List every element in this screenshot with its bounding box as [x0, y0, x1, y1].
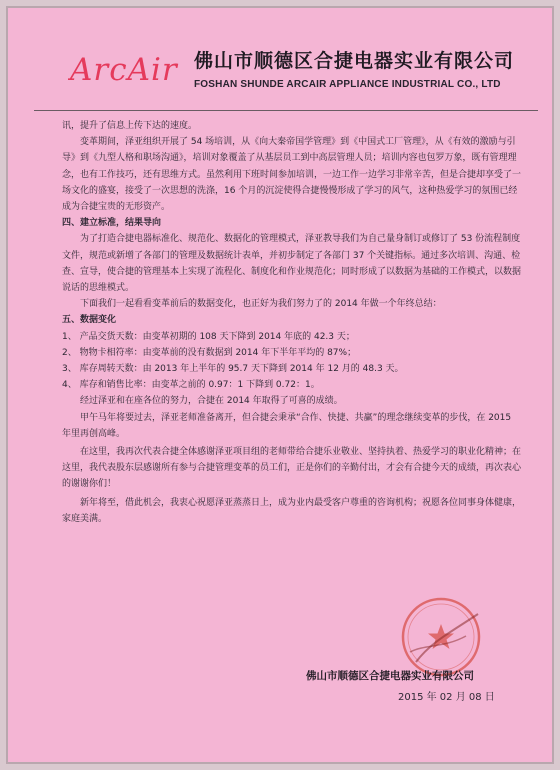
- section-heading: 四、建立标准，结果导向: [62, 218, 162, 229]
- data-item: 1、 产品交货天数：由变革初期的 108 天下降到 2014 年底的 42.3 天；: [62, 331, 355, 342]
- data-item: 3、 库存周转天数：由 2013 年上半年的 95.7 天下降到 2014 年 12 月的 48.3 天。: [62, 364, 404, 375]
- paragraph: 讯，提升了信息上传下达的速度。: [62, 121, 198, 131]
- svg-text:ArcAir: ArcAir: [70, 52, 178, 88]
- letterhead: [68, 34, 528, 104]
- paragraph: 为了打造合捷电器标准化、规范化、数据化的管理模式，泽亚教导我们为自己量身制订或修订了 53 份流程制度文件，规范或新增了各部门的管理及数据统计表单，并初步制定了各部门 37 个关键指标。通过多次培训、沟通、检查、宣导，使合捷的管理基本上实现了流程化、制度化和作业规范化；同时形成了以数据为基础的工作模式，以数据说话的思维模式。: [62, 234, 522, 294]
- paragraph: 下面我们一起看看变革前后的数据变化，也正好为我们努力了的 2014 年做一个年终总结：: [80, 299, 442, 310]
- data-item: 2、 物物卡相符率：由变革前的没有数据到 2014 年下半年平均的 87%；: [62, 347, 357, 358]
- company-name-cn: 佛山市顺德区合捷电器实业有限公司: [194, 50, 515, 72]
- paragraph: 甲午马年将要过去，泽亚老师准备离开，但合捷会秉承“合作、快捷、共赢”的理念继续变革的步伐，在 2015 年里再创高峰。: [62, 412, 512, 439]
- paragraph: 变革期间，泽亚组织开展了 54 场培训，从《向大秦帝国学管理》到《中国式工厂管理》，从《有效的激励与引导》到《九型人格和职场沟通》，培训对象覆盖了从基层员工到中高层管理人员；培训内容也包罗万象，既有管理理念，也有工作技巧，还有思维方式。虽然利用下班时间参加培训，一边工作一边学习非常辛苦，但是合捷却享受了一场文化的盛宴，接受了一次思想的洗涤，16 个月的沉淀使得合捷慢慢形成了学习的风气，这种热爱学习的氛围已经成为合捷宝贵的无形资产。: [62, 137, 522, 213]
- letter-body: [62, 118, 522, 527]
- signature-company: 佛山市顺德区合捷电器实业有限公司: [306, 670, 474, 682]
- paragraph: 在这里，我再次代表合捷全体感谢泽亚项目组的老师带给合捷乐业敬业、坚持执着、热爱学习的职业化精神；在这里，我代表股东层感谢所有参与合捷管理变革的员工们，正是你们的辛勤付出，才会有合捷今天的成绩，再次表心的谢谢你们！: [62, 447, 522, 490]
- arcair-logo: [68, 42, 198, 94]
- paragraph: 新年将至，借此机会，我衷心祝愿泽亚蒸蒸日上，成为业内最受客户尊重的咨询机构；祝愿各位同事身体健康，家庭美满。: [62, 497, 522, 524]
- data-item: 4、 库存和销售比率：由变革之前的 0.97：1 下降到 0.72：1。: [62, 380, 320, 391]
- company-name-en: FOSHAN SHUNDE ARCAIR APPLIANCE INDUSTRIAL CO., LTD: [194, 79, 501, 90]
- paragraph: 经过泽亚和在座各位的努力，合捷在 2014 年取得了可喜的成绩。: [80, 396, 343, 407]
- letter-date: 2015 年 02 月 08 日: [398, 692, 495, 703]
- header-divider: [34, 110, 538, 111]
- section-heading: 五、数据变化: [62, 315, 117, 326]
